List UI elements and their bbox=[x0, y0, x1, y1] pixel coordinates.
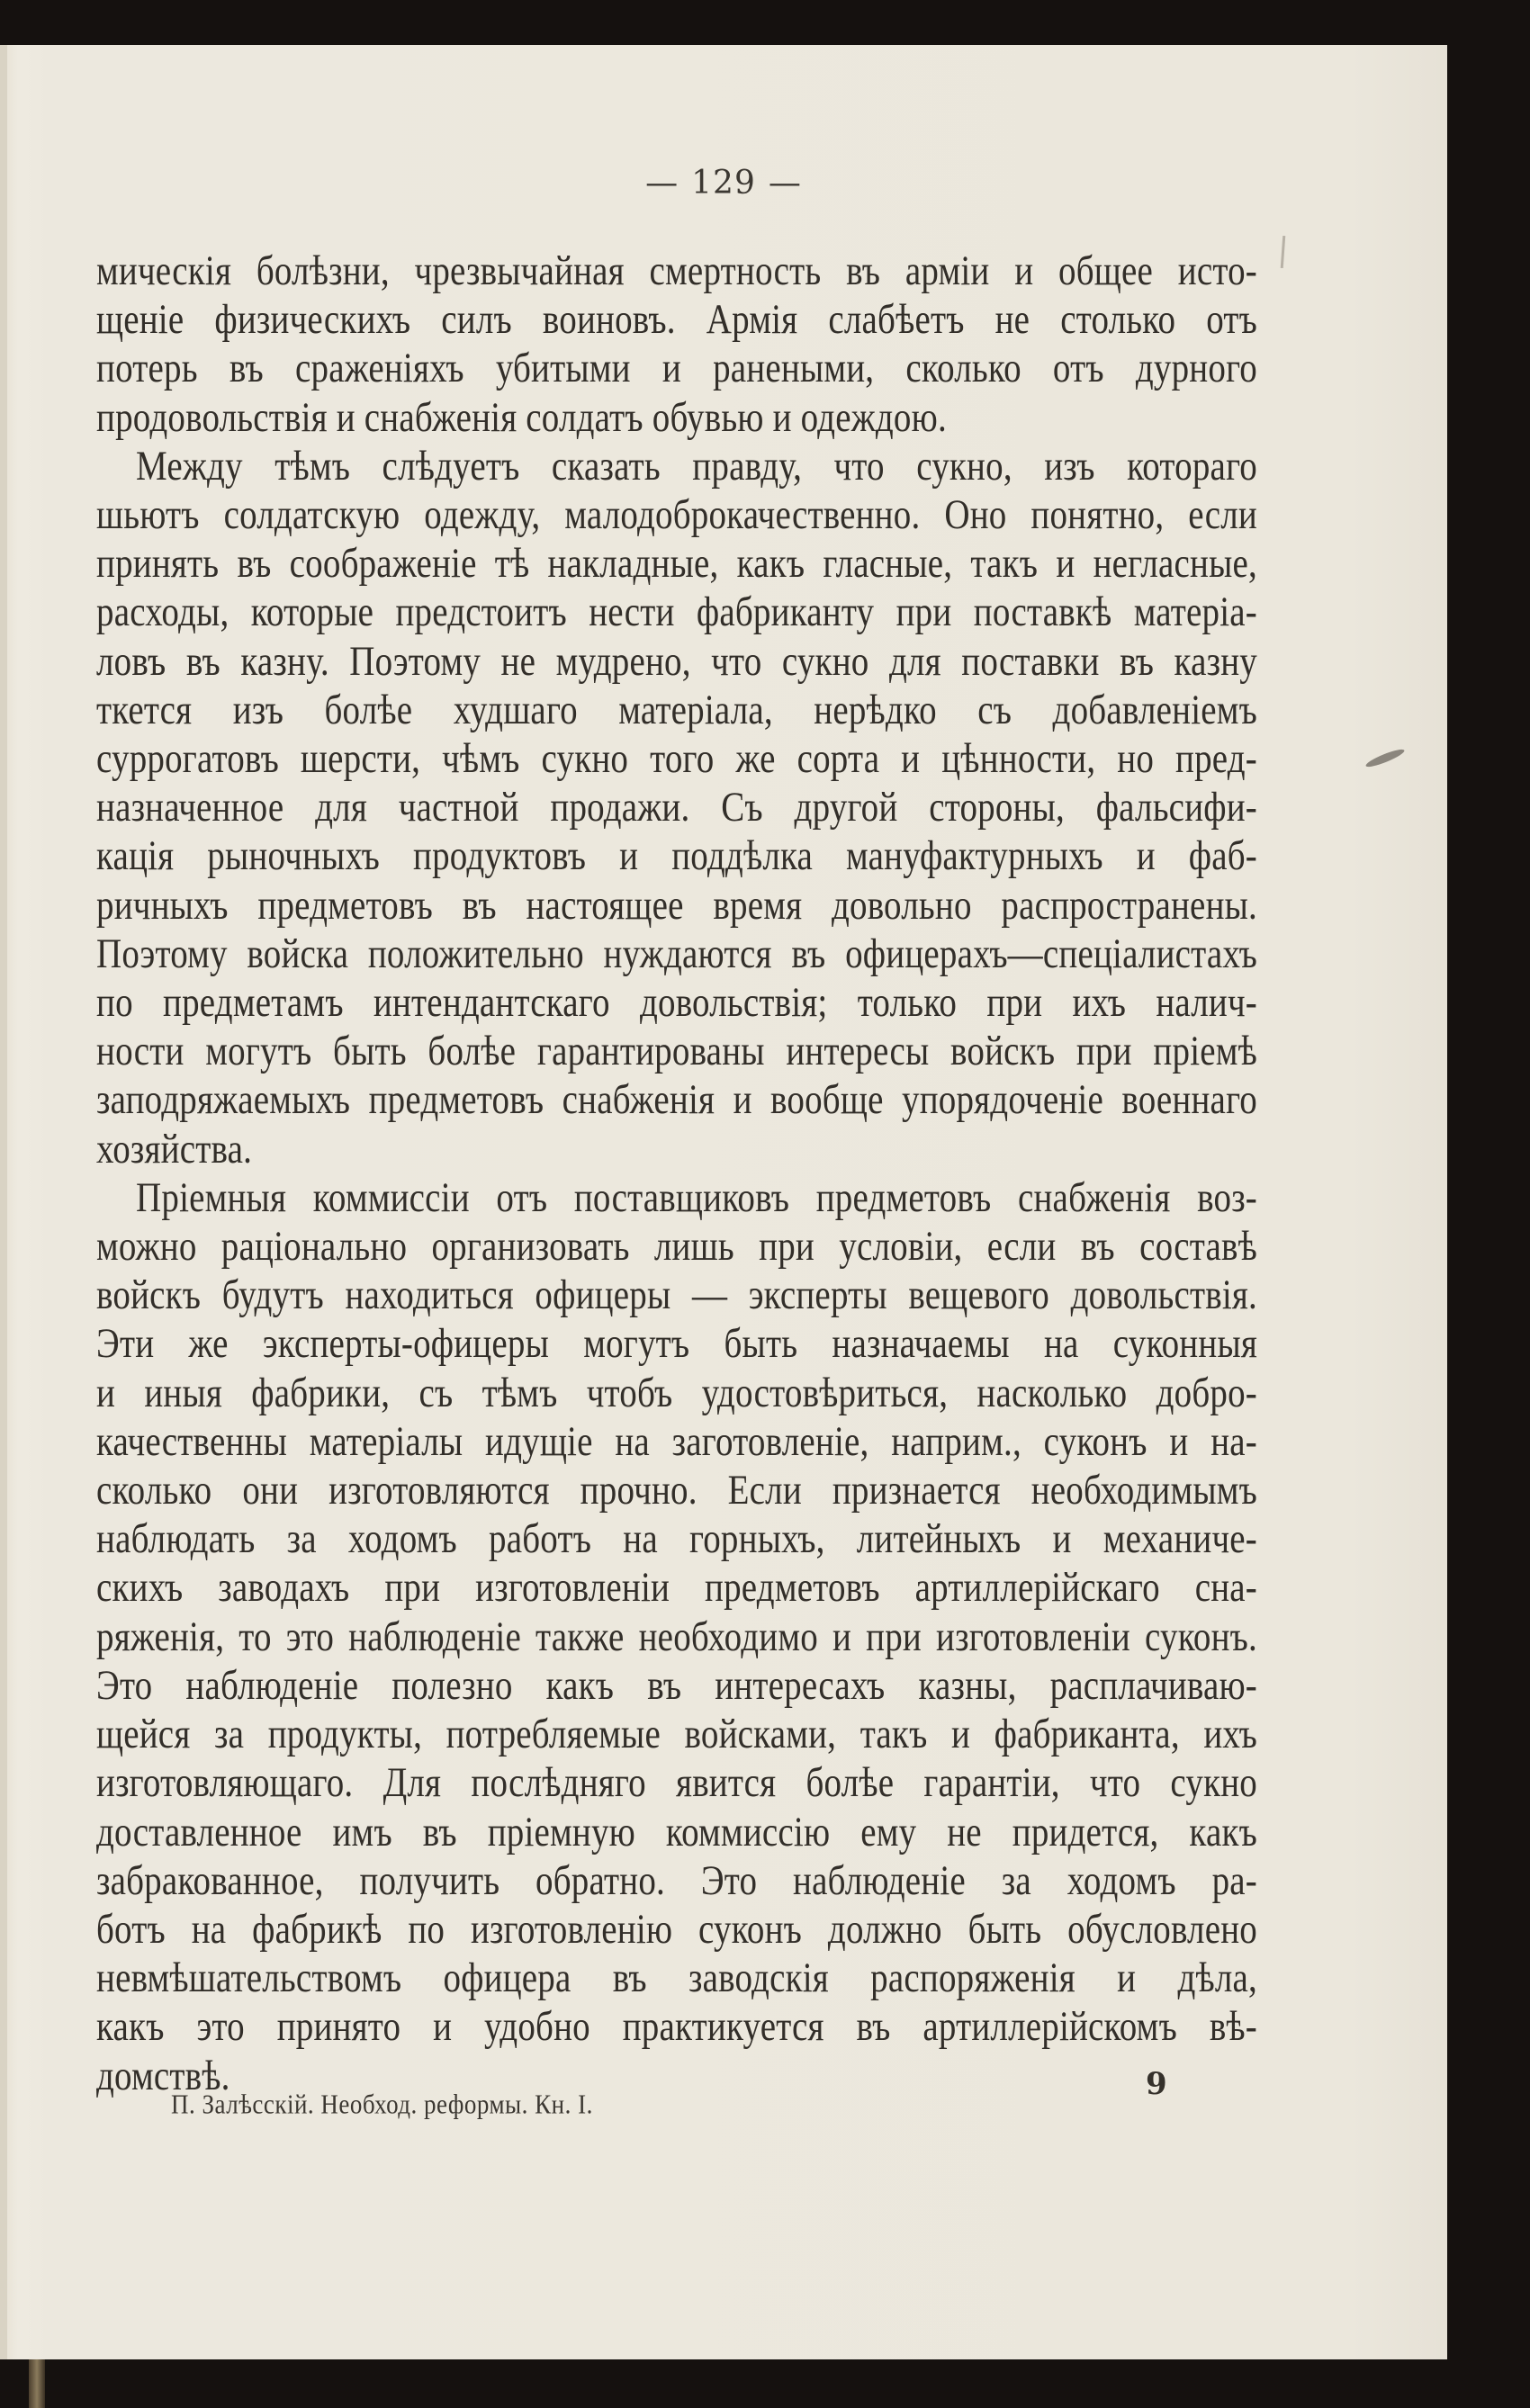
text-line: скихъ заводахъ при изготовленіи предметовъ артиллерійскаго сна- bbox=[96, 1565, 1257, 1612]
text-line: войскъ будутъ находиться офицеры — эксперты вещевого довольствія. bbox=[96, 1272, 1257, 1319]
text-line: суррогатовъ шерсти, чѣмъ сукно того же сорта и цѣнности, но пред- bbox=[96, 736, 1257, 782]
header-dash-left: — bbox=[645, 165, 680, 202]
sheet-signature: П. Залѣсскій. Необход. реформы. Кн. I. bbox=[171, 2088, 593, 2120]
text-line: щейся за продукты, потребляемые войсками, такъ и фабриканта, ихъ bbox=[96, 1712, 1257, 1757]
text-line: доставленное имъ въ пріемную коммиссію ему не придется, какъ bbox=[96, 1809, 1257, 1855]
text-line: и иныя фабрики, съ тѣмъ чтобъ удостовѣриться, насколько добро- bbox=[96, 1370, 1257, 1416]
text-line: ряженія, то это наблюденіе также необходимо и при изготовленіи суконъ. bbox=[96, 1613, 1257, 1660]
binding-strip bbox=[29, 2359, 45, 2408]
text-line: заподряжаемыхъ предметовъ снабженія и вообще упорядоченіе военнаго bbox=[96, 1077, 1257, 1124]
text-line: Это наблюденіе полезно какъ въ интересахъ казны, расплачиваю- bbox=[96, 1662, 1257, 1709]
text-line: наблюдать за ходомъ работъ на горныхъ, литейныхъ и механиче- bbox=[96, 1516, 1257, 1563]
paragraph bbox=[96, 1174, 1257, 2101]
text-line: сколько они изготовляются прочно. Если признается необходимымъ bbox=[96, 1468, 1257, 1514]
text-line: Пріемныя коммиссіи отъ поставщиковъ предметовъ снабженія воз- bbox=[136, 1174, 1257, 1221]
body-text bbox=[96, 247, 1257, 2101]
text-line: щеніе физическихъ силъ воиновъ. Армія слабѣетъ не столько отъ bbox=[96, 297, 1257, 343]
text-line: продовольствія и снабженія солдатъ обувью и одеждою. bbox=[96, 394, 947, 441]
text-line: назначенное для частной продажи. Съ другой стороны, фальсифи- bbox=[96, 785, 1257, 831]
text-line: домствѣ. bbox=[96, 2053, 230, 2099]
paragraph bbox=[96, 443, 1257, 1174]
text-line: качественны матеріалы идущіе на заготовленіе, наприм., суконъ и на- bbox=[96, 1418, 1257, 1465]
page-number: 129 bbox=[691, 165, 756, 202]
text-line: потерь въ сраженіяхъ убитыми и ранеными, сколько отъ дурного bbox=[96, 346, 1257, 392]
text-line: изготовляющаго. Для послѣдняго явится болѣе гарантіи, что сукно bbox=[96, 1760, 1257, 1807]
sheet-number: 9 bbox=[1146, 2066, 1167, 2102]
text-line: забракованное, получить обратно. Это наблюденіе за ходомъ ра- bbox=[96, 1857, 1257, 1904]
text-line: какъ это принято и удобно практикуется въ артиллерійскомъ вѣ- bbox=[96, 2004, 1257, 2051]
page-left-edge bbox=[0, 45, 7, 2359]
text-line: ткется изъ болѣе худшаго матеріала, нерѣдко съ добавленіемъ bbox=[96, 687, 1257, 733]
text-line: принять въ соображеніе тѣ накладные, какъ гласные, такъ и негласные, bbox=[96, 541, 1257, 587]
paragraph bbox=[96, 247, 1257, 443]
text-line: Эти же эксперты-офицеры могутъ быть назначаемы на суконныя bbox=[96, 1321, 1257, 1368]
text-line: мическія болѣзни, чрезвычайная смертность въ арміи и общее исто- bbox=[96, 248, 1257, 294]
text-line: шьютъ солдатскую одежду, малодоброкачественно. Оно понятно, если bbox=[96, 492, 1257, 538]
text-line: Поэтому войска положительно нуждаются въ офицерахъ—спеціалистахъ bbox=[96, 930, 1257, 977]
text-line: можно раціонально организовать лишь при условіи, если въ составѣ bbox=[96, 1224, 1257, 1270]
text-line: ности могутъ быть болѣе гарантированы интересы войскъ при пріемѣ bbox=[96, 1029, 1257, 1075]
text-line: Между тѣмъ слѣдуетъ сказать правду, что сукно, изъ котораго bbox=[136, 443, 1257, 490]
text-line: ботъ на фабрикѣ по изготовленію суконъ должно быть обусловлено bbox=[96, 1906, 1257, 1953]
text-line: невмѣшательствомъ офицера въ заводскія распоряженія и дѣла, bbox=[96, 1955, 1257, 2001]
header-dash-right: — bbox=[768, 165, 802, 202]
text-line: ловъ въ казну. Поэтому не мудрено, что сукно для поставки въ казну bbox=[96, 638, 1257, 685]
text-line: ричныхъ предметовъ въ настоящее время довольно распространены. bbox=[96, 882, 1257, 929]
text-line: расходы, которые предстоитъ нести фабриканту при поставкѣ матеріа- bbox=[96, 589, 1257, 636]
text-line: по предметамъ интендантскаго довольствія; только при ихъ налич- bbox=[96, 980, 1257, 1026]
running-header bbox=[0, 165, 1447, 202]
text-line: кація рыночныхъ продуктовъ и поддѣлка мануфактурныхъ и фаб- bbox=[96, 833, 1257, 880]
text-line: хозяйства. bbox=[96, 1126, 253, 1173]
